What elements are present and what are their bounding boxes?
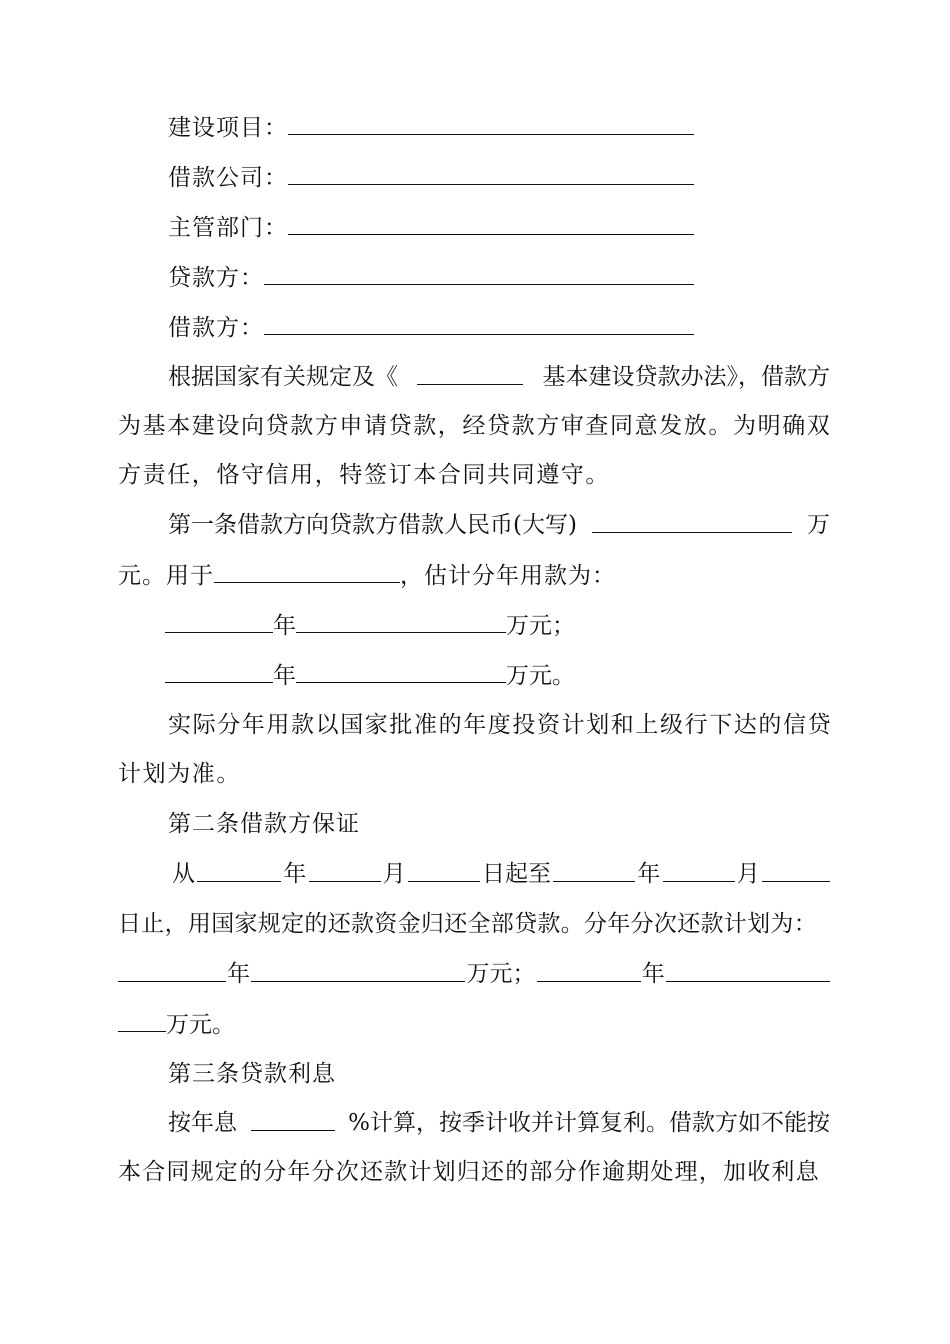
field-department (168, 212, 694, 243)
field-department-label: 主管部门： (168, 215, 288, 241)
blank-repay-amount-2-cont[interactable] (118, 1009, 166, 1032)
blank-to-year[interactable] (553, 859, 635, 882)
blank-to-day[interactable] (762, 859, 830, 882)
field-project-label: 建设项目： (168, 115, 288, 141)
field-lender-label: 贷款方： (168, 265, 264, 291)
field-borrower-label: 借款方： (168, 315, 264, 341)
article3-line-1: 按年息 %计算，按季计收并计算复利。借款方如不能按 (168, 1110, 830, 1136)
blank-repay-year-2[interactable] (537, 959, 641, 982)
blank-from-month[interactable] (309, 859, 381, 882)
article1-para2-line-1: 实际分年用款以国家批准的年度投资计划和上级行下达的信贷 (168, 712, 833, 738)
field-project (168, 112, 694, 143)
blank-amount-words[interactable] (592, 510, 792, 533)
blank-department[interactable] (288, 212, 694, 235)
field-lender (168, 262, 694, 293)
field-borrower-company (168, 162, 694, 193)
blank-project[interactable] (288, 112, 694, 135)
article1-para2-line-2: 计划为准。 (118, 761, 241, 787)
field-borrower-company-label: 借款公司： (168, 165, 288, 191)
blank-from-day[interactable] (408, 859, 480, 882)
article2-heading: 第二条借款方保证 (168, 811, 360, 837)
blank-plan-amount-1[interactable] (296, 610, 506, 633)
preamble-line-3: 方责任，恪守信用，特签订本合同共同遵守。 (118, 462, 610, 488)
article1-plan-row-1: 年 万元； (165, 610, 575, 641)
preamble-line-2: 为基本建设向贷款方申请贷款，经贷款方审查同意发放。为明确双 (118, 413, 832, 439)
blank-plan-year-1[interactable] (165, 610, 273, 633)
blank-repay-amount-2[interactable] (666, 959, 830, 982)
blank-borrower[interactable] (264, 312, 694, 335)
blank-measures-name[interactable] (417, 362, 523, 385)
article3-heading: 第三条贷款利息 (168, 1061, 336, 1087)
blank-plan-amount-2[interactable] (296, 660, 506, 683)
article2-line-1: 从 年 月 日起至 年 月 (172, 859, 830, 889)
article2-line-2: 日止，用国家规定的还款资金归还全部贷款。分年分次还款计划为： (118, 911, 817, 937)
blank-lender[interactable] (264, 262, 694, 285)
article1-line-1: 第一条借款方向贷款方借款人民币(大写) 万 (168, 512, 830, 538)
field-borrower (168, 312, 694, 343)
blank-to-month[interactable] (663, 859, 735, 882)
blank-repay-amount-1[interactable] (251, 959, 465, 982)
blank-plan-year-2[interactable] (165, 660, 273, 683)
blank-from-year[interactable] (197, 859, 281, 882)
blank-interest-rate[interactable] (251, 1108, 335, 1131)
article2-line-4: 万元。 (118, 1009, 235, 1040)
blank-purpose[interactable] (214, 560, 400, 583)
article1-line-2: 元。用于 ，估计分年用款为： (118, 560, 616, 591)
blank-borrower-company[interactable] (288, 162, 694, 185)
article1-plan-row-2: 年 万元。 (165, 660, 575, 691)
blank-repay-year-1[interactable] (118, 959, 226, 982)
article2-line-3: 年 万元； 年 (118, 959, 830, 989)
article3-line-2: 本合同规定的分年分次还款计划归还的部分作逾期处理，加收利息 (118, 1159, 820, 1185)
preamble-line-1: 根据国家有关规定及《 基本建设贷款办法》，借款方 (168, 364, 830, 390)
